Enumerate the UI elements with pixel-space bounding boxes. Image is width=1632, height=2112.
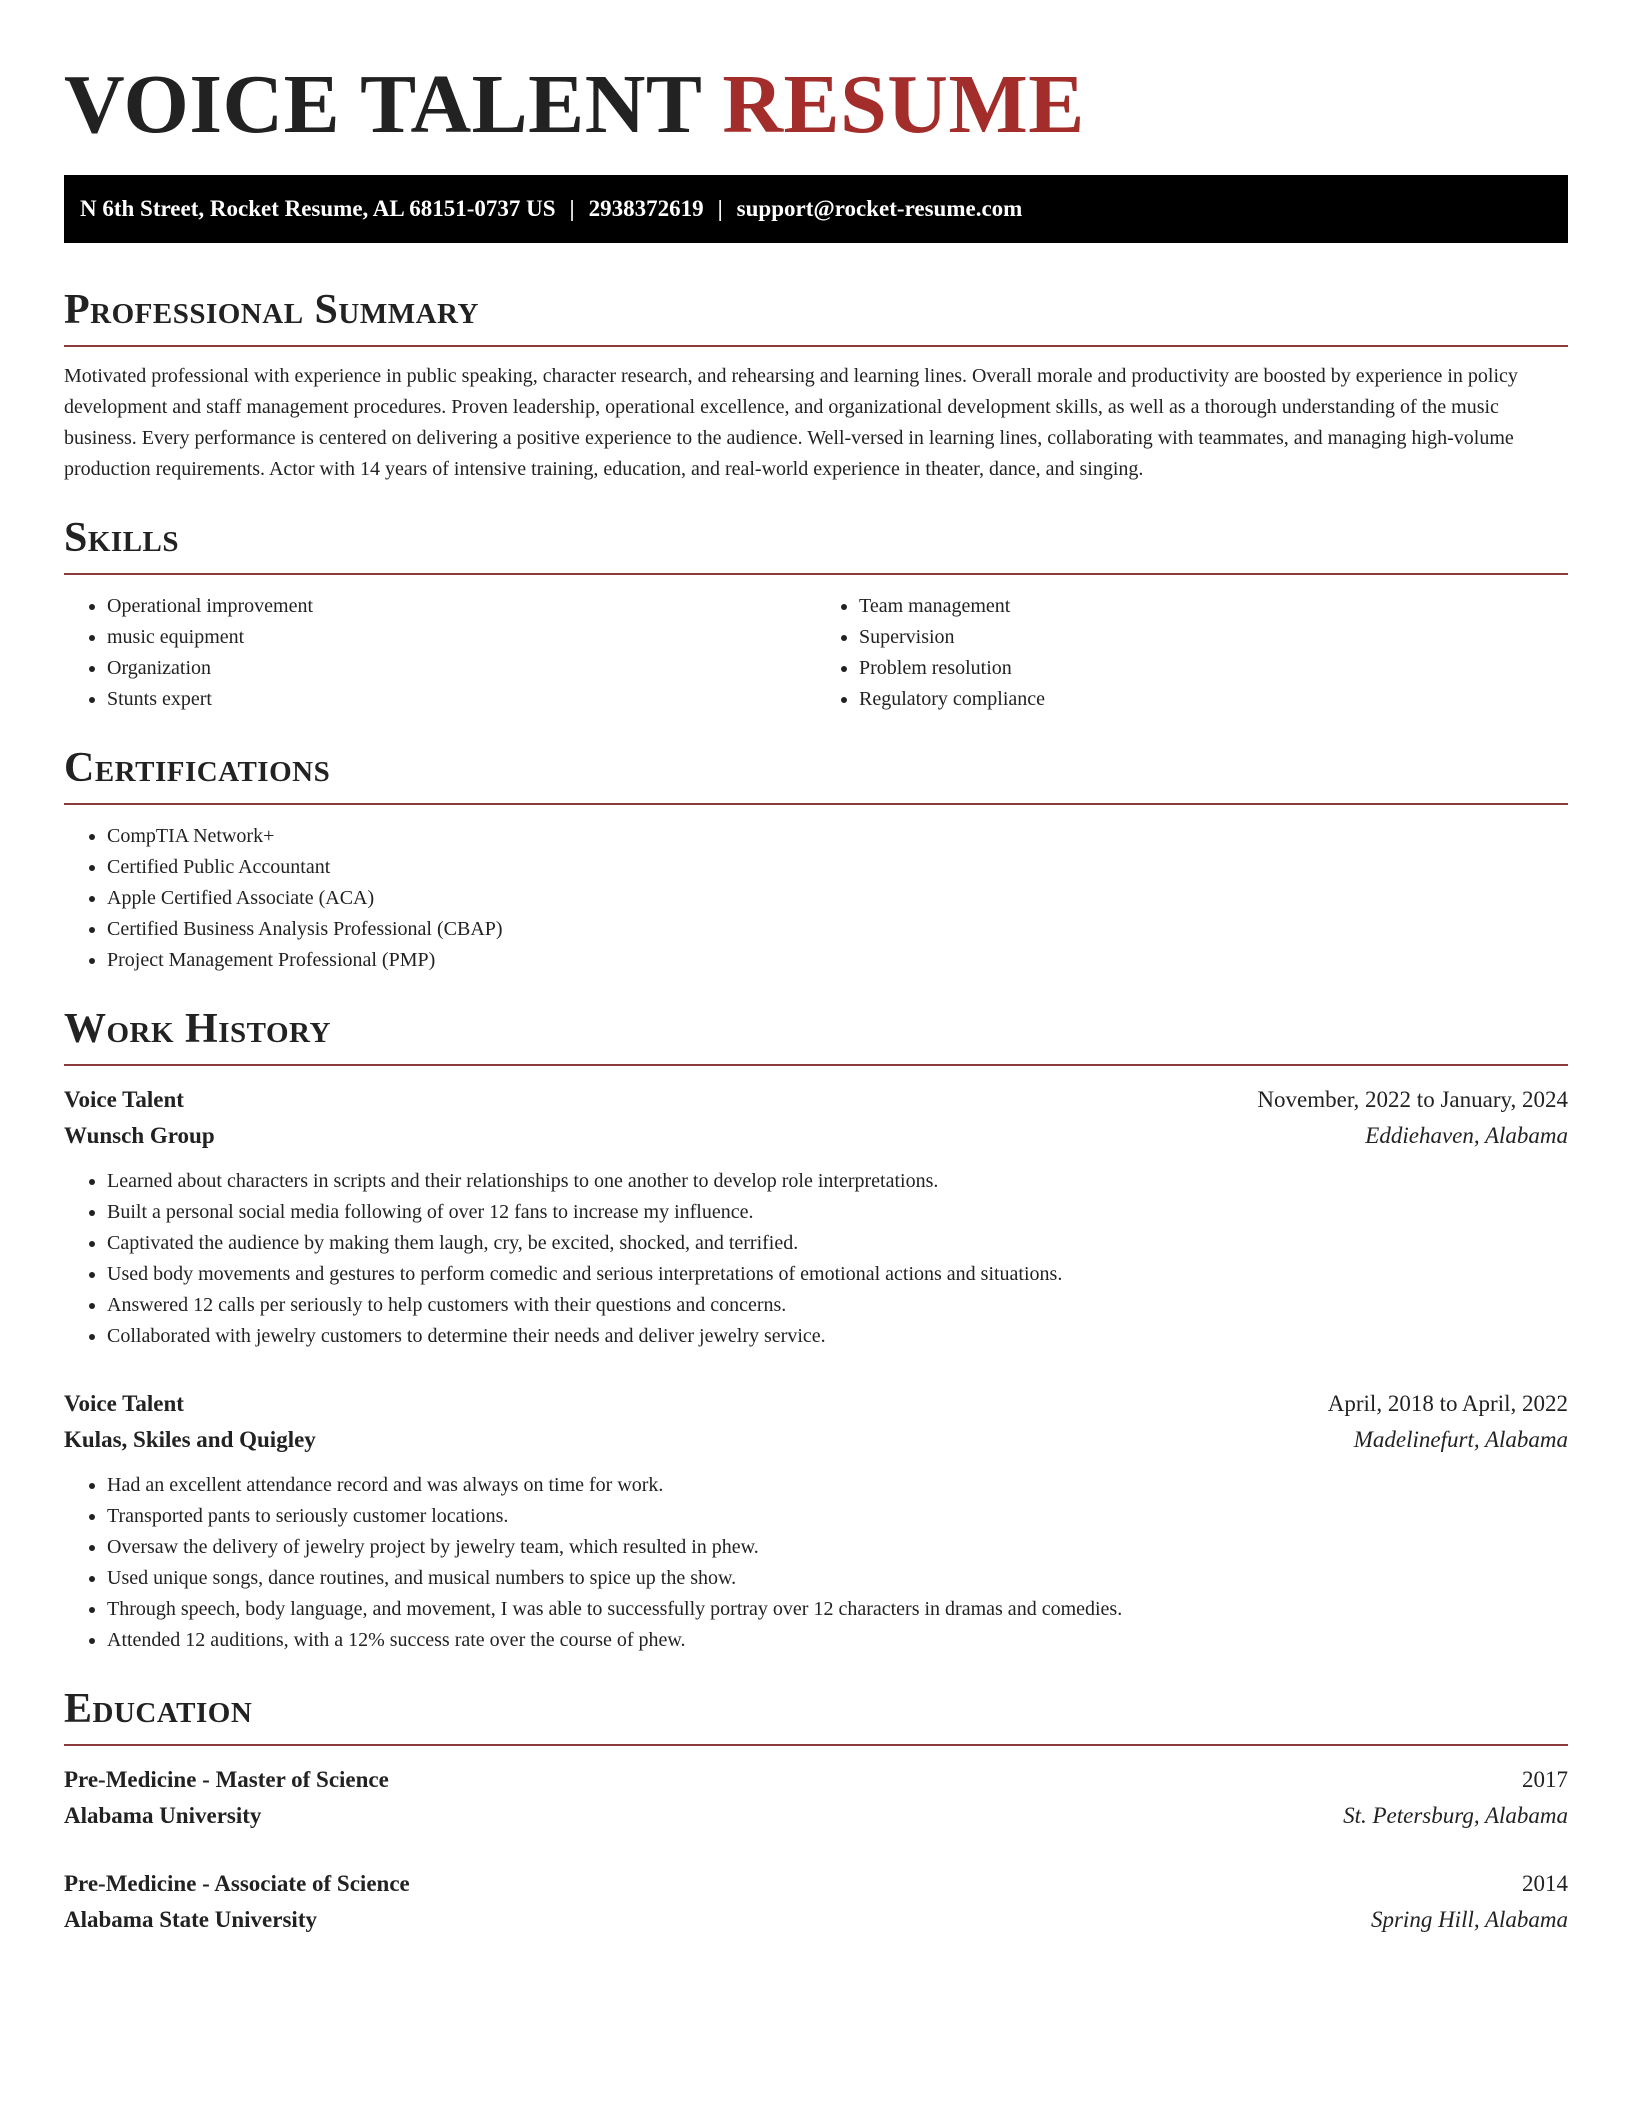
- education-school-row: [64, 1798, 1568, 1834]
- job-entry: [64, 1386, 1568, 1656]
- contact-email[interactable]: support@rocket-resume.com: [736, 196, 1023, 221]
- contact-address: N 6th Street, Rocket Resume, AL 68151-0737 US: [80, 196, 556, 221]
- job-company-row: [64, 1118, 1568, 1154]
- job-title: Voice Talent: [64, 1391, 184, 1416]
- certification-item: • Certified Public Accountant: [107, 852, 1568, 883]
- summary-text: Motivated professional with experience in public speaking, character research, and rehearsing and learning lines. Overall morale and productivity are boosted by experience in policy development and staff management procedures. Proven leadership, operational excellence, and organizational development skills, as well as a thorough understanding of the music business. Every performance is centered on delivering a positive experience to the audience. Well-versed in learning lines, collaborating with teammates, and managing high-volume production requirements. Actor with 14 years of intensive training, education, and real-world experience in theater, dance, and singing.: [64, 365, 1518, 480]
- job-bullet: • Learned about characters in scripts and their relationships to one another to develop role interpretations.: [107, 1166, 1568, 1197]
- job-bullet: • Collaborated with jewelry customers to determine their needs and deliver jewelry service.: [107, 1321, 1568, 1352]
- job-bullet: • Used body movements and gestures to perform comedic and serious interpretations of emotional actions and situations.: [107, 1259, 1568, 1290]
- job-bullet: • Attended 12 auditions, with a 12% success rate over the course of phew.: [107, 1625, 1568, 1656]
- education-school-row: [64, 1902, 1568, 1938]
- title-main: VOICE TALENT: [64, 58, 701, 151]
- job-bullet: • Captivated the audience by making them laugh, cry, be excited, shocked, and terrified.: [107, 1228, 1568, 1259]
- skill-item: • Regulatory compliance: [859, 684, 1568, 715]
- section-heading-work-history: Work History: [64, 1004, 1568, 1066]
- education-entry: [64, 1866, 1568, 1938]
- job-company: Wunsch Group: [64, 1123, 215, 1148]
- contact-separator: |: [569, 196, 575, 221]
- job-header-row: [64, 1082, 1568, 1118]
- skills-list-right: [816, 591, 1568, 715]
- section-heading-certifications: Certifications: [64, 743, 1568, 805]
- education-year: 2014: [1522, 1871, 1568, 1896]
- job-company-row: [64, 1422, 1568, 1458]
- education-school: Alabama University: [64, 1803, 262, 1828]
- job-dates: April, 2018 to April, 2022: [1327, 1391, 1568, 1416]
- education-entry: [64, 1762, 1568, 1834]
- education-degree: Pre-Medicine - Master of Science: [64, 1767, 389, 1792]
- skill-item: • Supervision: [859, 622, 1568, 653]
- certification-item: • Apple Certified Associate (ACA): [107, 883, 1568, 914]
- job-dates: November, 2022 to January, 2024: [1257, 1087, 1568, 1112]
- skill-item: • Team management: [859, 591, 1568, 622]
- job-bullet: • Built a personal social media following of over 12 fans to increase my influence.: [107, 1197, 1568, 1228]
- section-heading-summary: Professional Summary: [64, 285, 1568, 347]
- section-heading-skills: Skills: [64, 513, 1568, 575]
- certification-item: • CompTIA Network+: [107, 821, 1568, 852]
- education-year: 2017: [1522, 1767, 1568, 1792]
- skills-grid: [64, 575, 1568, 715]
- education-degree-row: [64, 1762, 1568, 1798]
- job-bullets: [64, 1470, 1568, 1656]
- skill-item: • Problem resolution: [859, 653, 1568, 684]
- job-bullet: • Had an excellent attendance record and was always on time for work.: [107, 1470, 1568, 1501]
- contact-separator: |: [717, 196, 723, 221]
- job-title: Voice Talent: [64, 1087, 184, 1112]
- section-heading-education: Education: [64, 1684, 1568, 1746]
- skills-section: [64, 513, 1568, 715]
- education-section: [64, 1684, 1568, 1938]
- education-degree: Pre-Medicine - Associate of Science: [64, 1871, 410, 1896]
- resume-title: [64, 0, 1568, 155]
- education-location: St. Petersburg, Alabama: [1343, 1803, 1568, 1828]
- skill-item: • Organization: [107, 653, 816, 684]
- job-bullet: • Answered 12 calls per seriously to help customers with their questions and concerns.: [107, 1290, 1568, 1321]
- job-bullet: • Oversaw the delivery of jewelry project by jewelry team, which resulted in phew.: [107, 1532, 1568, 1563]
- skill-item: • Stunts expert: [107, 684, 816, 715]
- job-bullets: [64, 1166, 1568, 1352]
- job-header-row: [64, 1386, 1568, 1422]
- education-school: Alabama State University: [64, 1907, 317, 1932]
- certifications-section: [64, 743, 1568, 976]
- certification-item: • Certified Business Analysis Professional (CBAP): [107, 914, 1568, 945]
- job-bullet: • Through speech, body language, and movement, I was able to successfully portray over 12 characters in dramas and comedies.: [107, 1594, 1568, 1625]
- job-location: Eddiehaven, Alabama: [1365, 1123, 1568, 1148]
- education-location: Spring Hill, Alabama: [1370, 1907, 1568, 1932]
- job-bullet: • Used unique songs, dance routines, and musical numbers to spice up the show.: [107, 1563, 1568, 1594]
- skill-item: • music equipment: [107, 622, 816, 653]
- contact-phone: 2938372619: [588, 196, 704, 221]
- job-entry: [64, 1082, 1568, 1352]
- skills-list-left: [64, 591, 816, 715]
- work-history-section: [64, 1004, 1568, 1656]
- job-bullet: • Transported pants to seriously customer locations.: [107, 1501, 1568, 1532]
- certification-item: • Project Management Professional (PMP): [107, 945, 1568, 976]
- certifications-list: [64, 821, 1568, 976]
- summary-section: [64, 285, 1568, 485]
- job-company: Kulas, Skiles and Quigley: [64, 1427, 316, 1452]
- title-accent: RESUME: [722, 58, 1085, 151]
- job-location: Madelinefurt, Alabama: [1353, 1427, 1568, 1452]
- education-degree-row: [64, 1866, 1568, 1902]
- contact-bar: [64, 175, 1568, 243]
- skill-item: • Operational improvement: [107, 591, 816, 622]
